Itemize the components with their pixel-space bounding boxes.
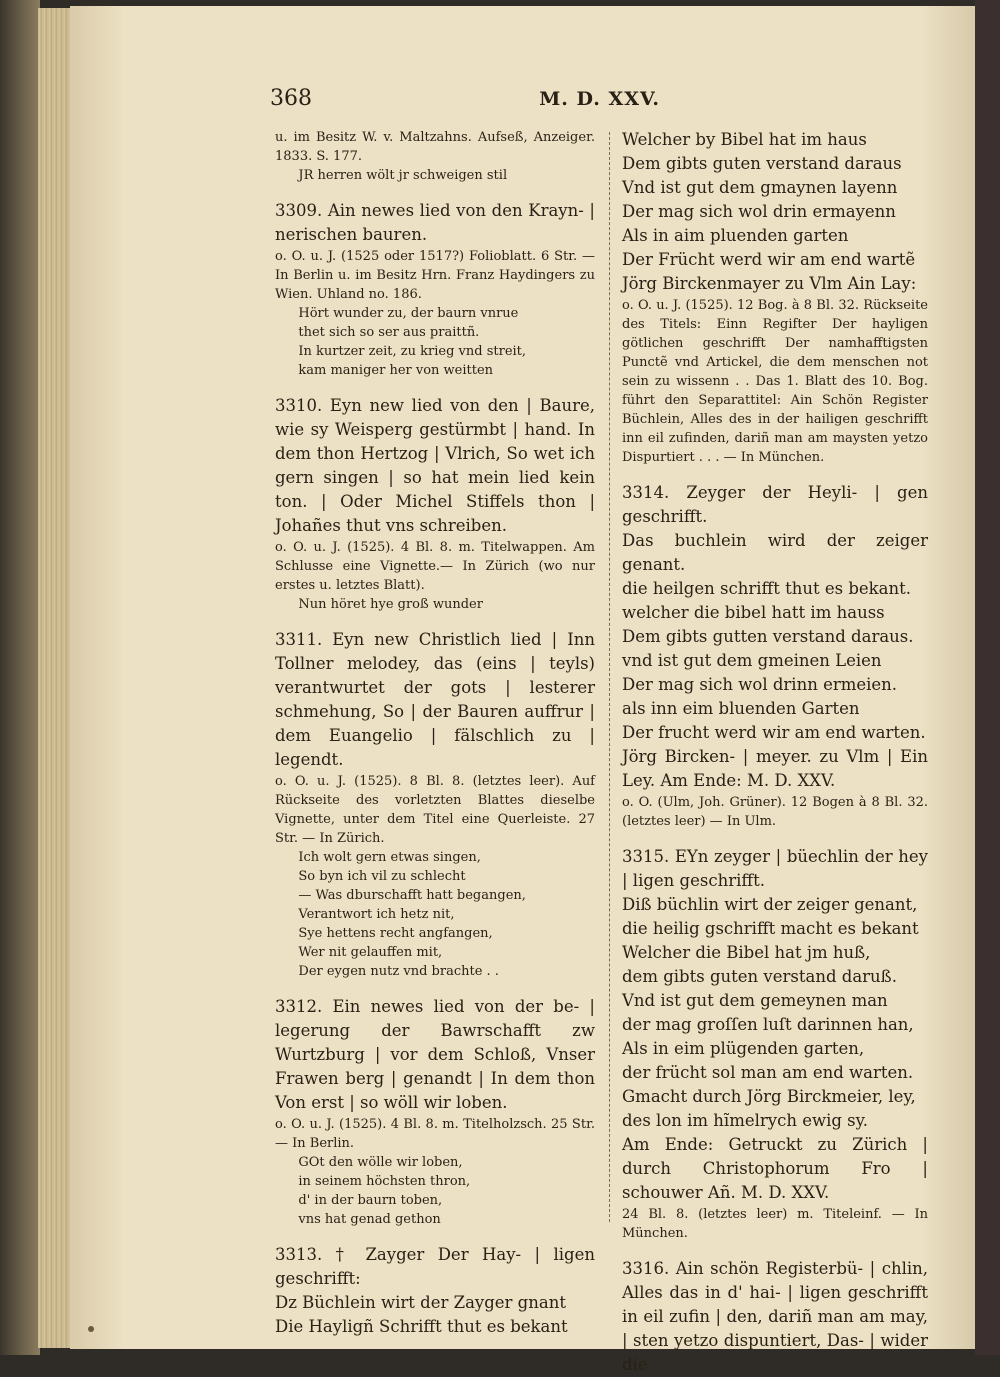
entry-text: die heilig gschrifft macht es bekant <box>622 919 919 938</box>
verse-line: — Was dburschafft hatt begangen, <box>298 888 526 903</box>
verse-line: vns hat genad gethon <box>298 1212 441 1227</box>
verse-line: In kurtzer zeit, zu krieg vnd streit, <box>298 344 527 359</box>
page-edges <box>38 8 72 1348</box>
entry-text: die heilgen schrifft thut es bekant. <box>622 579 911 598</box>
entry-text: 3310. Eyn new lied von den | Baure, wie sy Weisperg gestürmbt | hand. In dem thon Hertzog | Vlrich, So wet ich gern singen | so hat mein lied kein ton. | Oder Michel Stiffels thon | Johañes thut vns schreiben. <box>275 396 595 535</box>
entry-text: Der Frücht werd wir am end wartẽ <box>622 250 916 269</box>
entry-text: Als in eim plügenden garten, <box>622 1039 865 1058</box>
bibliographic-note: o. O. u. J. (1525). 8 Bl. 8. (letztes leer). Auf Rückseite des vorletzten Blattes dieselbe Vignette, unter dem Titel eine Querleiste. 27 Str. — In Zürich. <box>275 774 595 846</box>
bibliographic-note: o. O. u. J. (1525). 4 Bl. 8. m. Titelwappen. Am Schlusse eine Vignette.— In Zürich (wo nur erstes u. letztes Blatt). <box>275 540 595 593</box>
entry-text: Dem gibts gutten verstand daraus. <box>622 627 914 646</box>
entry-text: vnd ist gut dem gmeinen Leien <box>622 651 882 670</box>
paragraph-gap <box>622 1243 928 1257</box>
entry-text: 3312. Ein newes lied von der be- | legerung der Bawrschafft zw Wurtzburg | vor dem Schloß, Vnser Frawen berg | genandt | In dem thon Von erst | so wöll wir loben. <box>275 997 595 1112</box>
column-divider <box>609 132 610 1222</box>
entry-text: 3313. † Zayger Der Hay- | ligen geschrifft: <box>275 1245 595 1288</box>
page-mark <box>88 1326 94 1332</box>
paragraph-gap <box>275 185 595 199</box>
bibliographic-note: o. O. u. J. (1525). 12 Bog. à 8 Bl. 32. Rückseite des Titels: Einn Regifter Der hayligen götlichen geschrifft Der namhafftigsten Punctẽ vnd Artickel, die dem menschen not sein zu wissenn . . Das 1. Blatt des 10. Bog. führt den Separattitel: Ain Schön Register Büchlein, Alles des in der hailigen geschrifft inn eil zufinden, dariñ man am maysten yetzo Dispurtiert . . . — In München. <box>622 298 928 465</box>
bibliographic-note: o. O. (Ulm, Joh. Grüner). 12 Bogen à 8 Bl. 32. (letztes leer) — In Ulm. <box>622 795 928 829</box>
verse-line: d' in der baurn toben, <box>298 1193 443 1208</box>
entry-text: Das buchlein wird der zeiger genant. <box>622 531 928 574</box>
entry-text: Vnd ist gut dem gemeynen man <box>622 991 888 1010</box>
bibliographic-note: o. O. u. J. (1525 oder 1517?) Folioblatt. 6 Str. — In Berlin u. im Besitz Hrn. Franz Haydingers zu Wien. Uhland no. 186. <box>275 249 595 302</box>
entry-text: Am Ende: Getruckt zu Zürich | durch Christophorum Fro | schouwer Añ. M. D. XXV. <box>622 1135 928 1202</box>
paragraph-gap <box>622 467 928 481</box>
entry-text: Der mag sich wol drin ermayenn <box>622 202 896 221</box>
book-cover-left <box>0 0 40 1355</box>
verse-line: Nun höret hye groß wunder <box>298 597 483 612</box>
verse-line: Wer nit gelauffen mit, <box>298 945 443 960</box>
verse-line: Sye hettens recht angfangen, <box>298 926 493 941</box>
entry-text: Dem gibts guten verstand daraus <box>622 154 902 173</box>
page-number: 368 <box>270 86 312 111</box>
verse-line: JR herren wölt jr schweigen stil <box>298 168 508 183</box>
entry-text: dem gibts guten verstand daruß. <box>622 967 897 986</box>
verse-line: So byn ich vil zu schlecht <box>298 869 466 884</box>
paragraph-gap <box>622 831 928 845</box>
page-header <box>270 86 660 116</box>
verse-line: thet sich so ser aus praittñ. <box>298 325 480 340</box>
entry-text: Der frucht werd wir am end warten. <box>622 723 926 742</box>
book-cover-right <box>975 0 1000 1355</box>
verse-line: Ich wolt gern etwas singen, <box>298 850 481 865</box>
entry-text: des lon im hĩmelrych ewig sy. <box>622 1111 869 1130</box>
paragraph-gap <box>275 981 595 995</box>
paragraph-gap <box>275 380 595 394</box>
entry-text: 3309. Ain newes lied von den Krayn- | nerischen bauren. <box>275 201 595 244</box>
verse-line: in seinem höchsten thron, <box>298 1174 471 1189</box>
entry-text: 3314. Zeyger der Heyli- | gen geschrifft. <box>622 483 928 526</box>
entry-text: Jörg Bircken- | meyer. zu Vlm | Ein Ley. Am Ende: M. D. XXV. <box>622 747 928 790</box>
right-column <box>622 128 928 1377</box>
entry-text: Die Hayligñ Schrifft thut es bekant <box>275 1317 568 1336</box>
paragraph-gap <box>275 614 595 628</box>
entry-text: Welcher by Bibel hat im haus <box>622 130 867 149</box>
entry-text: Dz Büchlein wirt der Zayger gnant <box>275 1293 566 1312</box>
verse-line: GOt den wölle wir loben, <box>298 1155 463 1170</box>
verse-line: Der eygen nutz vnd brachte . . <box>298 964 499 979</box>
bibliographic-note: o. O. u. J. (1525). 4 Bl. 8. m. Titelholzsch. 25 Str. — In Berlin. <box>275 1117 595 1151</box>
verse-line: Hört wunder zu, der baurn vnrue <box>298 306 519 321</box>
running-title: M. D. XXV. <box>539 88 660 110</box>
entry-text: Diß büchlin wirt der zeiger genant, <box>622 895 918 914</box>
entry-text: Der mag sich wol drinn ermeien. <box>622 675 898 694</box>
verse-line: kam maniger her von weitten <box>298 363 494 378</box>
entry-text: Gmacht durch Jörg Birckmeier, ley, <box>622 1087 916 1106</box>
entry-text: 3316. Ain schön Registerbü- | chlin, Alles das in d' hai- | ligen geschrifft in eil zufin | den, dariñ man am may, | sten yetzo dispuntiert, Das- | wider die <box>622 1259 928 1374</box>
entry-text: als inn eim bluenden Garten <box>622 699 860 718</box>
entry-text: 3315. EYn zeyger | büechlin der hey | ligen geschrifft. <box>622 847 928 890</box>
bibliographic-note: u. im Besitz W. v. Maltzahns. Aufseß, Anzeiger. 1833. S. 177. <box>275 130 595 164</box>
left-column <box>275 128 595 1339</box>
entry-text: Welcher die Bibel hat jm huß, <box>622 943 871 962</box>
entry-text: welcher die bibel hatt im hauss <box>622 603 885 622</box>
bibliographic-note: 24 Bl. 8. (letztes leer) m. Titeleinf. — In München. <box>622 1207 928 1241</box>
entry-text: der mag groſſen luſt darinnen han, <box>622 1015 914 1034</box>
entry-text: 3311. Eyn new Christlich lied | Inn Tollner melodey, das (eins | teyls) verantwurtet der gots | lesterer schmehung, So | der Bauren auffrur | dem Euangelio | fälschlich zu | legendt. <box>275 630 595 769</box>
paragraph-gap <box>275 1229 595 1243</box>
entry-text: der frücht sol man am end warten. <box>622 1063 914 1082</box>
entry-text: Als in aim pluenden garten <box>622 226 849 245</box>
entry-text: Jörg Birckenmayer zu Vlm Ain Lay: <box>622 274 917 293</box>
verse-line: Verantwort ich hetz nit, <box>298 907 455 922</box>
entry-text: Vnd ist gut dem gmaynen layenn <box>622 178 898 197</box>
